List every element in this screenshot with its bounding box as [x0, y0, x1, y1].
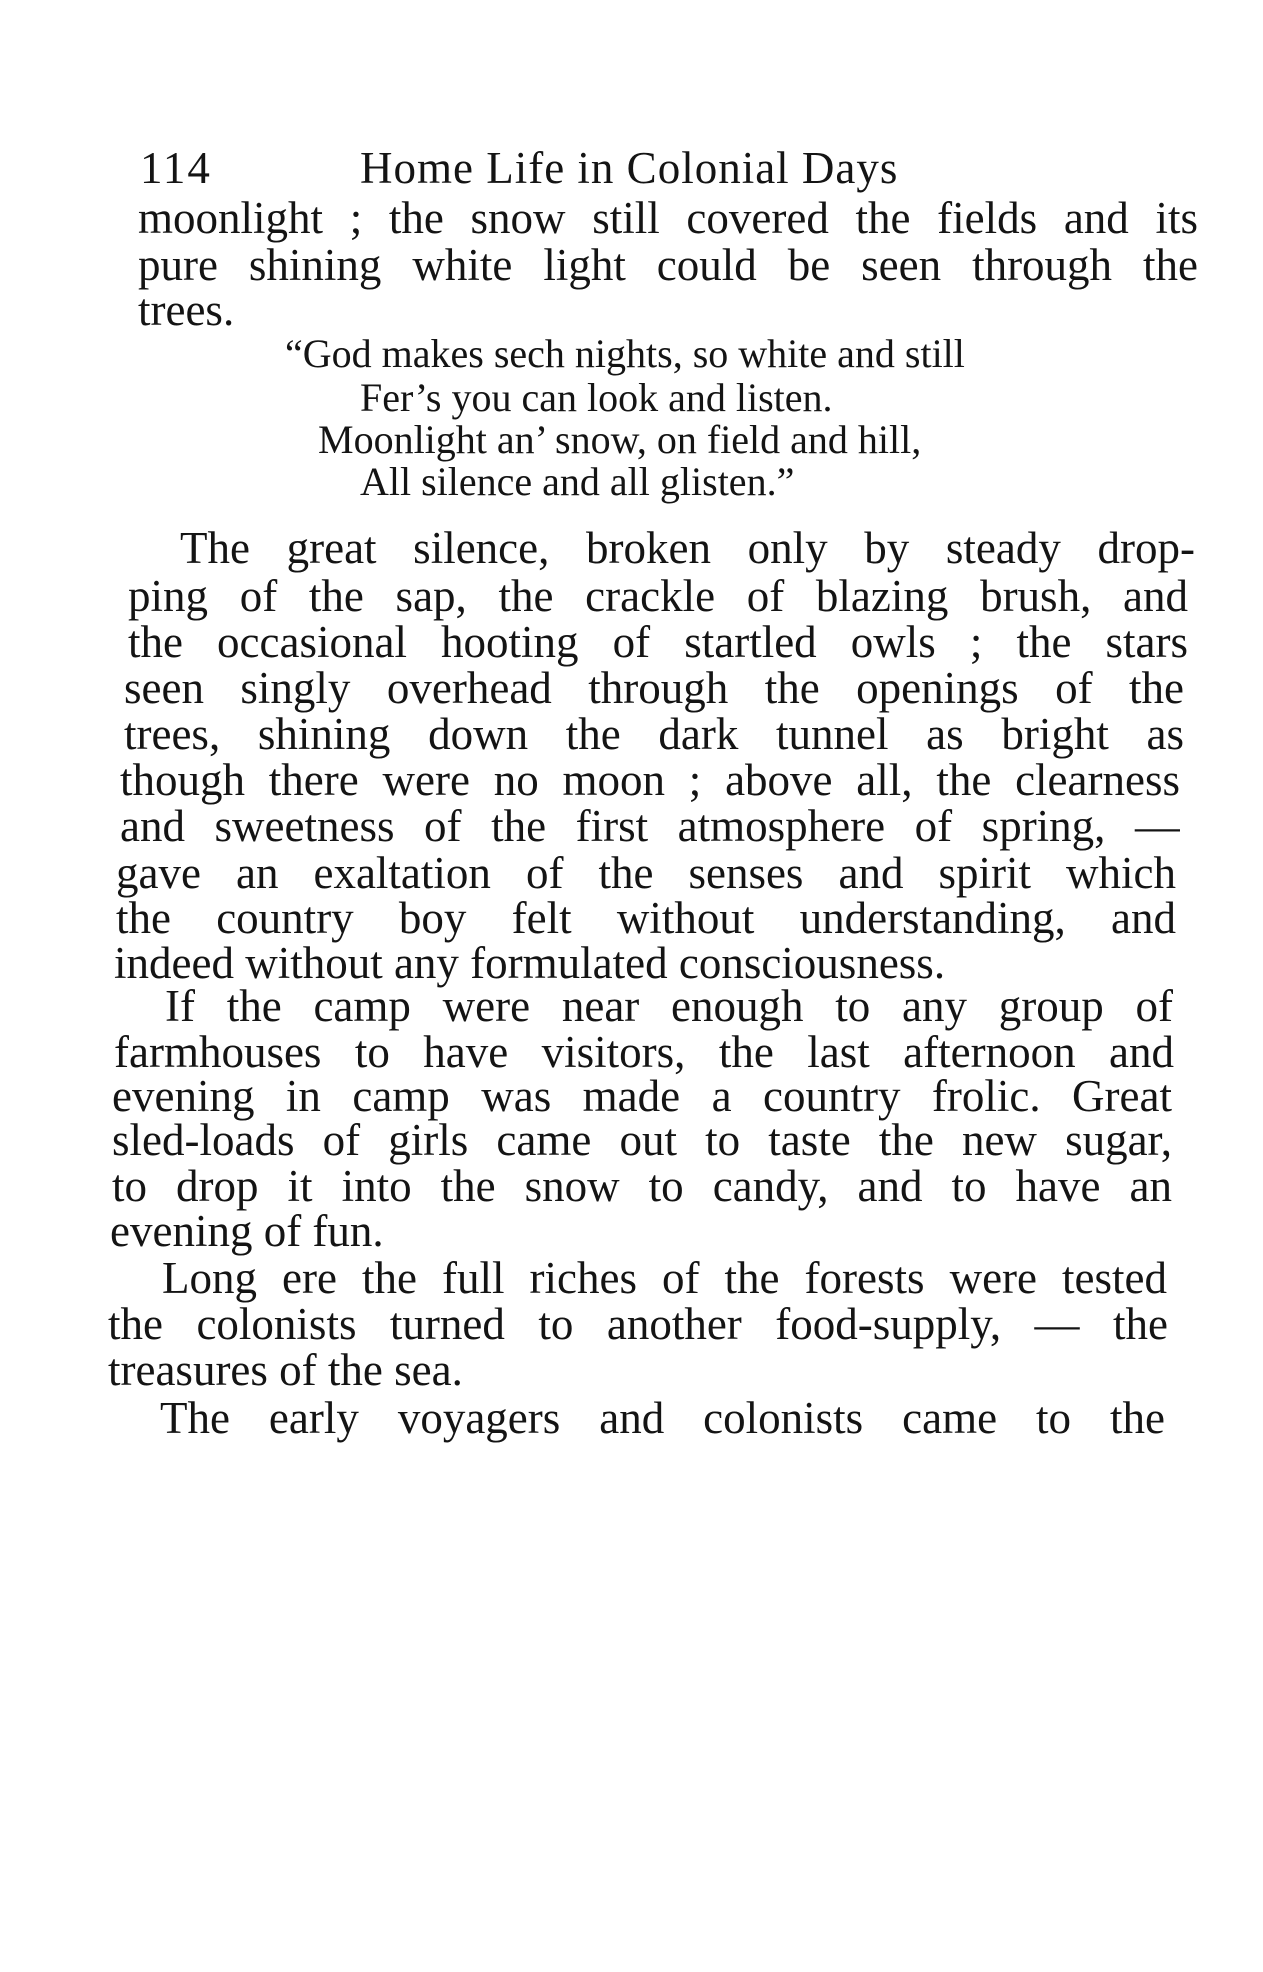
text-line: sled-loads of girls came out to taste the new sugar,	[112, 1115, 1172, 1165]
text-line: moonlight ; the snow still covered the fields and its	[138, 193, 1198, 243]
text-line: indeed without any formulated consciousness.	[114, 938, 946, 988]
text-line: The great silence, broken only by steady drop-	[180, 523, 1195, 573]
text-line: the country boy felt without understanding, and	[116, 893, 1176, 943]
text-line: Long ere the full riches of the forests were tested	[162, 1253, 1167, 1303]
text-line: pure shining white light could be seen through the	[138, 240, 1198, 290]
verse-line: “God makes sech nights, so white and still	[285, 331, 965, 376]
text-line: the occasional hooting of startled owls ; the stars	[128, 617, 1188, 667]
text-line: ping of the sap, the crackle of blazing brush, and	[128, 571, 1188, 621]
text-line: to drop it into the snow to candy, and to have an	[112, 1161, 1172, 1211]
text-line: trees.	[138, 285, 235, 335]
verse-line: Moonlight an’ snow, on field and hill,	[318, 417, 922, 462]
text-line: the colonists turned to another food-supply, — the	[108, 1299, 1168, 1349]
running-header	[140, 138, 1000, 198]
text-line: If the camp were near enough to any group of	[165, 981, 1173, 1031]
text-line: farmhouses to have visitors, the last afternoon and	[114, 1027, 1174, 1077]
verse-line: Fer’s you can look and listen.	[360, 375, 833, 420]
verse-line: All silence and all glisten.”	[360, 459, 795, 504]
text-line: gave an exaltation of the senses and spirit which	[116, 848, 1176, 898]
text-line: evening in camp was made a country frolic. Great	[112, 1071, 1172, 1121]
text-line: and sweetness of the first atmosphere of spring, —	[120, 801, 1180, 851]
text-line: The early voyagers and colonists came to the	[160, 1393, 1165, 1443]
running-title: Home Life in Colonial Days	[360, 143, 899, 193]
page-number: 114	[140, 143, 212, 193]
text-line: evening of fun.	[110, 1206, 384, 1256]
text-line: trees, shining down the dark tunnel as bright as	[124, 709, 1184, 759]
text-line: seen singly overhead through the openings of the	[124, 663, 1184, 713]
text-line: treasures of the sea.	[108, 1345, 463, 1395]
text-line: though there were no moon ; above all, the clearness	[120, 755, 1180, 805]
